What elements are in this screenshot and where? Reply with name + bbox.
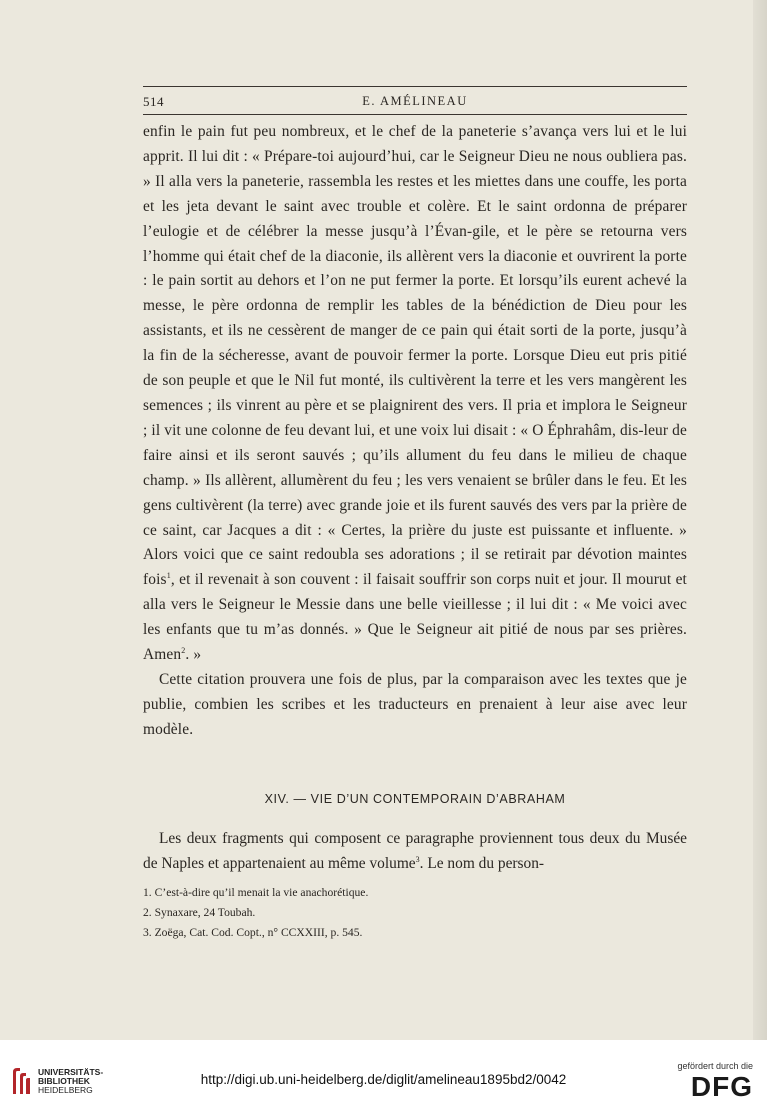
permalink-url[interactable]: http://digi.ub.uni-heidelberg.de/diglit/amelineau1895bd2/0042 [200,1072,567,1087]
section-title: XIV. — VIE D’UN CONTEMPORAIN D’ABRAHAM [264,792,566,806]
paragraph [143,827,687,877]
section-text [143,827,687,877]
top-rule [143,86,687,87]
running-head: E. AMÉLINEAU [362,94,468,108]
body-text [143,120,687,743]
header-rule [143,114,687,115]
paragraph-text: enfin le pain fut peu nombreux, et le chef de la paneterie s’avança vers lui et le lui apprit. Il lui dit : « Prépare-toi aujourd’hui, car le Seigneur Dieu ne nous oubliera pas. » Il alla vers la paneterie, rassembla les restes et les miettes dans une couffe, les porta et les jeta devant le saint avec trouble et colère. Et le saint ordonna de préparer l’eulogie et de célébrer la messe jusqu’à l’Évan-gile, et le père se retourna vers l’homme qui était chef de la diaconie, ils allèrent vers la diaconie et ouvrirent la porte : le pain sortit au dehors et l’on ne put fermer la porte. Et lorsqu’ils eurent achevé la messe, le père ordonna de remplir les tables de la bénédiction de Dieu pour les assistants, et ils ne cessèrent de manger de ce pain qui était sorti de la porte, jusqu’à la fin de la sécheresse, avant de pouvoir fermer la porte. Lorsque Dieu eut pris pitié de son peuple et que le Nil fut monté, ils cultivèrent la terre et les vers mangèrent les semences ; ils vinrent au père et se plaignirent des vers. Il pria et implora le Seigneur ; il vit une colonne de feu devant lui, et une voix lui disait : « O Éphrahâm, dis-leur de faire ainsi et ils seront sauvés ; qu’ils allument du feu dans le milieu de chaque champ. » Ils allèrent, allumèrent du feu ; les vers venaient se brûler dans le feu. Et les gens cultivèrent (la terre) avec grande joie et ils furent sauvés des vers par la prière de ce saint, car Jacques a dit : « Certes, la prière du juste est puissante et influente. » Alors voici que ce saint redoubla ses adorations ; il se retirait par dévotion maintes fois [143,123,687,589]
library-name-line: UNIVERSITÄTS- [38,1067,104,1077]
footnote-3: 3. Zoëga, Cat. Cod. Copt., n° CCXXIII, p. 545. [143,926,363,939]
footnotes [143,883,687,943]
funder-caption: gefördert durch die [677,1061,753,1071]
paragraph-text: , et il revenait à son couvent : il faisait souffrir son corps nuit et jour. Il mourut et alla vers le Seigneur le Messie dans une belle vieillesse ; il lui dit : « Me voici avec les enfants que tu m’as donnés. » Que le Seigneur ait pitié de nous par ses prières. Amen [143,571,687,664]
paragraph-text: . » [185,646,202,664]
library-name-line: BIBLIOTHEK [38,1076,90,1086]
page-number: 514 [143,94,164,109]
dfg-logo-icon: DFG [690,1071,753,1102]
footnote-ref: 3 [415,854,420,864]
footnote-ref: 2 [181,645,186,655]
library-name-line: HEIDELBERG [38,1085,93,1095]
footnote-1: 1. C’est-à-dire qu’il menait la vie anachorétique. [143,886,369,899]
footnote-ref: 1 [166,571,171,581]
paragraph [143,120,687,668]
footnote-2: 2. Synaxare, 24 Toubah. [143,906,256,919]
paragraph-text: Les deux fragments qui composent ce paragraphe proviennent tous deux du Musée de Naples et appartenaient au même volume [143,830,687,872]
paragraph: Cette citation prouvera une fois de plus, par la comparaison avec les textes que je publie, combien les scribes et les traducteurs en prenaient à leur aise avec leur modèle. [143,670,687,738]
paragraph-text: . Le nom du person- [419,854,545,872]
page-edge [753,0,767,1040]
